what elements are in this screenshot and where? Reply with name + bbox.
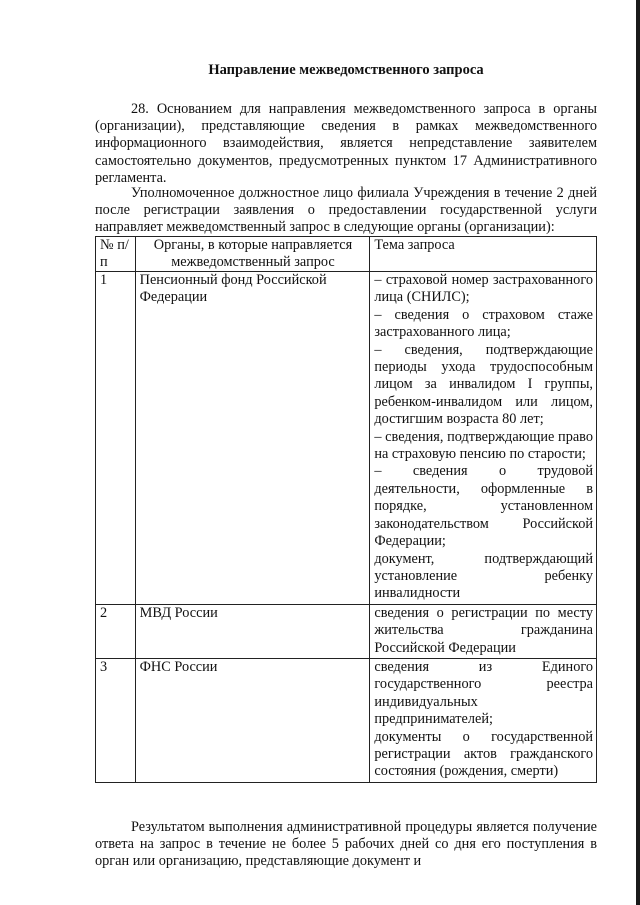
row-organ: ФНС России [135,658,370,782]
paragraph-result: Результатом выполнения административной процедуры является получение ответа на запрос в течение не более 5 рабочих дней со дня его поступления в орган или организацию, представляющие документ и [95,819,597,870]
topic-item: – сведения о страховом стаже застрахованного лица; [374,306,593,341]
row-topic [370,658,597,782]
topic-item: – сведения о трудовой деятельности, оформленные в порядке, установленном законодательством Российской Федерации; [374,463,593,550]
row-number: 2 [96,604,136,658]
row-number: 3 [96,658,136,782]
row-number: 1 [96,272,136,605]
topic-item: – сведения, подтверждающие право на страховую пенсию по старости; [374,428,593,463]
section-title: Направление межведомственного запроса [208,62,484,78]
row-organ: Пенсионный фонд Российской Федерации [135,272,370,605]
table-row [96,272,597,605]
table-row [96,658,597,782]
header-topic: Тема запроса [370,237,597,272]
header-organ: Органы, в которые направляется межведомственный запрос [135,237,370,272]
topic-item: документы о государственной регистрации актов гражданского состояния (рождения, смерти) [374,728,593,780]
row-organ: МВД России [135,604,370,658]
topic-item: – сведения, подтверждающие периоды ухода трудоспособным лицом за инвалидом I группы, ребенком-инвалидом или лицом, достигшим возраста 80 лет; [374,341,593,428]
topic-item: сведения из Единого государственного реестра индивидуальных предпринимателей; [374,658,593,728]
table-header-row [96,237,597,272]
scan-edge [636,0,640,905]
topic-item: документ, подтверждающий установление ребенку инвалидности [374,550,593,602]
header-number: № п/п [96,237,136,272]
topic-item: – страховой номер застрахованного лица (СНИЛС); [374,272,593,306]
topic-item: сведения о регистрации по месту жительства гражданина Российской Федерации [374,604,593,656]
paragraph-28: 28. Основанием для направления межведомственного запроса в органы (организации), представляющие сведения в рамках межведомственного информационного взаимодействия, является непредставление заявителем самостоятельно документов, предусмотренных пунктом 17 Административного регламента. [95,101,597,186]
paragraph-official-request: Уполномоченное должностное лицо филиала Учреждения в течение 2 дней после регистрации заявления о предоставлении государственной услуги направляет межведомственный запрос в следующие органы (организации): [95,185,597,236]
request-table [95,236,597,783]
table-row [96,604,597,658]
row-topic [370,604,597,658]
row-topic [370,272,597,605]
